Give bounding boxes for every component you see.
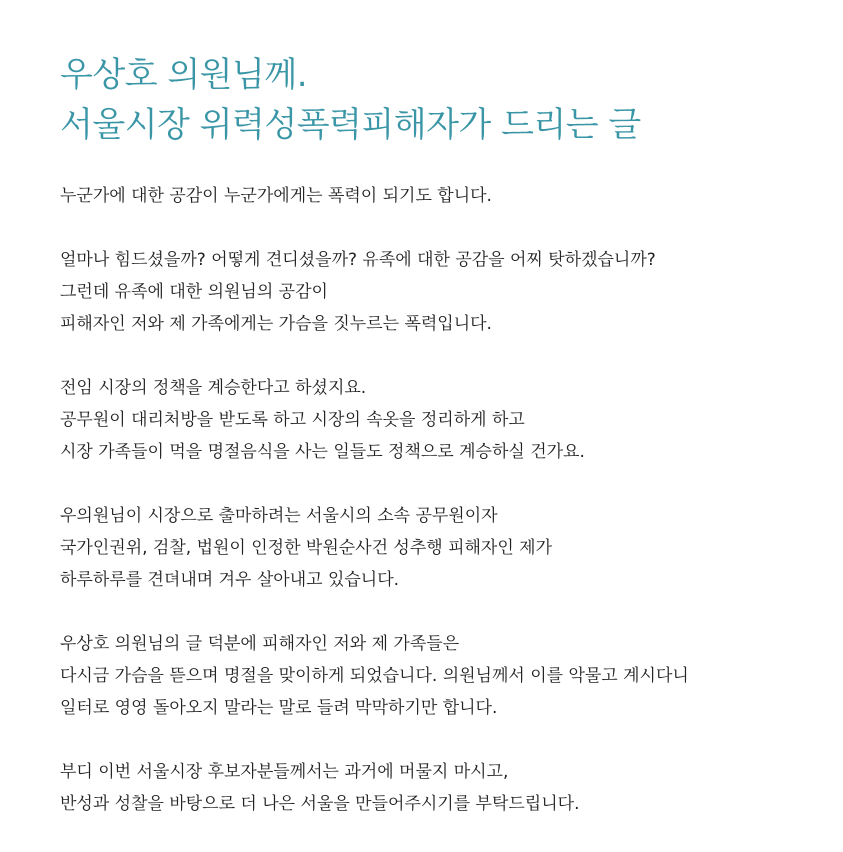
text-line: 우상호 의원님의 글 덕분에 피해자인 저와 제 가족들은 [60,634,460,654]
paragraph-3 [60,372,830,468]
text-line: 반성과 성찰을 바탕으로 더 나은 서울을 만들어주시기를 부탁드립니다. [60,794,580,814]
text-line: 얼마나 힘드셨을까? 어떻게 견디셨을까? 유족에 대한 공감을 어찌 탓하겠습니까? [60,250,656,270]
paragraph-2 [60,244,830,340]
text-line: 누군가에 대한 공감이 누군가에게는 폭력이 되기도 합니다. [60,186,492,206]
paragraph-1 [60,180,830,212]
paragraph-6 [60,756,830,820]
text-line: 우의원님이 시장으로 출마하려는 서울시의 소속 공무원이자 [60,506,498,526]
text-line: 일터로 영영 돌아오지 말라는 말로 들려 막막하기만 합니다. [60,698,498,718]
title-line-2: 서울시장 위력성폭력피해자가 드리는 글 [60,105,641,145]
text-line: 하루하루를 견뎌내며 겨우 살아내고 있습니다. [60,570,400,590]
text-line: 다시금 가슴을 뜯으며 명절을 맞이하게 되었습니다. 의원님께서 이를 악물고 계시다니 [60,666,689,686]
letter-body [60,180,830,852]
text-line: 국가인권위, 검찰, 법원이 인정한 박원순사건 성추행 피해자인 제가 [60,538,553,558]
text-line: 피해자인 저와 제 가족에게는 가슴을 짓누르는 폭력입니다. [60,314,492,334]
paragraph-5 [60,628,830,724]
text-line: 그런데 유족에 대한 의원님의 공감이 [60,282,328,302]
text-line: 공무원이 대리처방을 받도록 하고 시장의 속옷을 정리하게 하고 [60,410,525,430]
letter-title [60,50,641,150]
title-line-1: 우상호 의원님께. [60,55,308,95]
paragraph-4 [60,500,830,596]
text-line: 시장 가족들이 먹을 명절음식을 사는 일들도 정책으로 계승하실 건가요. [60,442,585,462]
text-line: 부디 이번 서울시장 후보자분들께서는 과거에 머물지 마시고, [60,762,509,782]
text-line: 전임 시장의 정책을 계승한다고 하셨지요. [60,378,367,398]
